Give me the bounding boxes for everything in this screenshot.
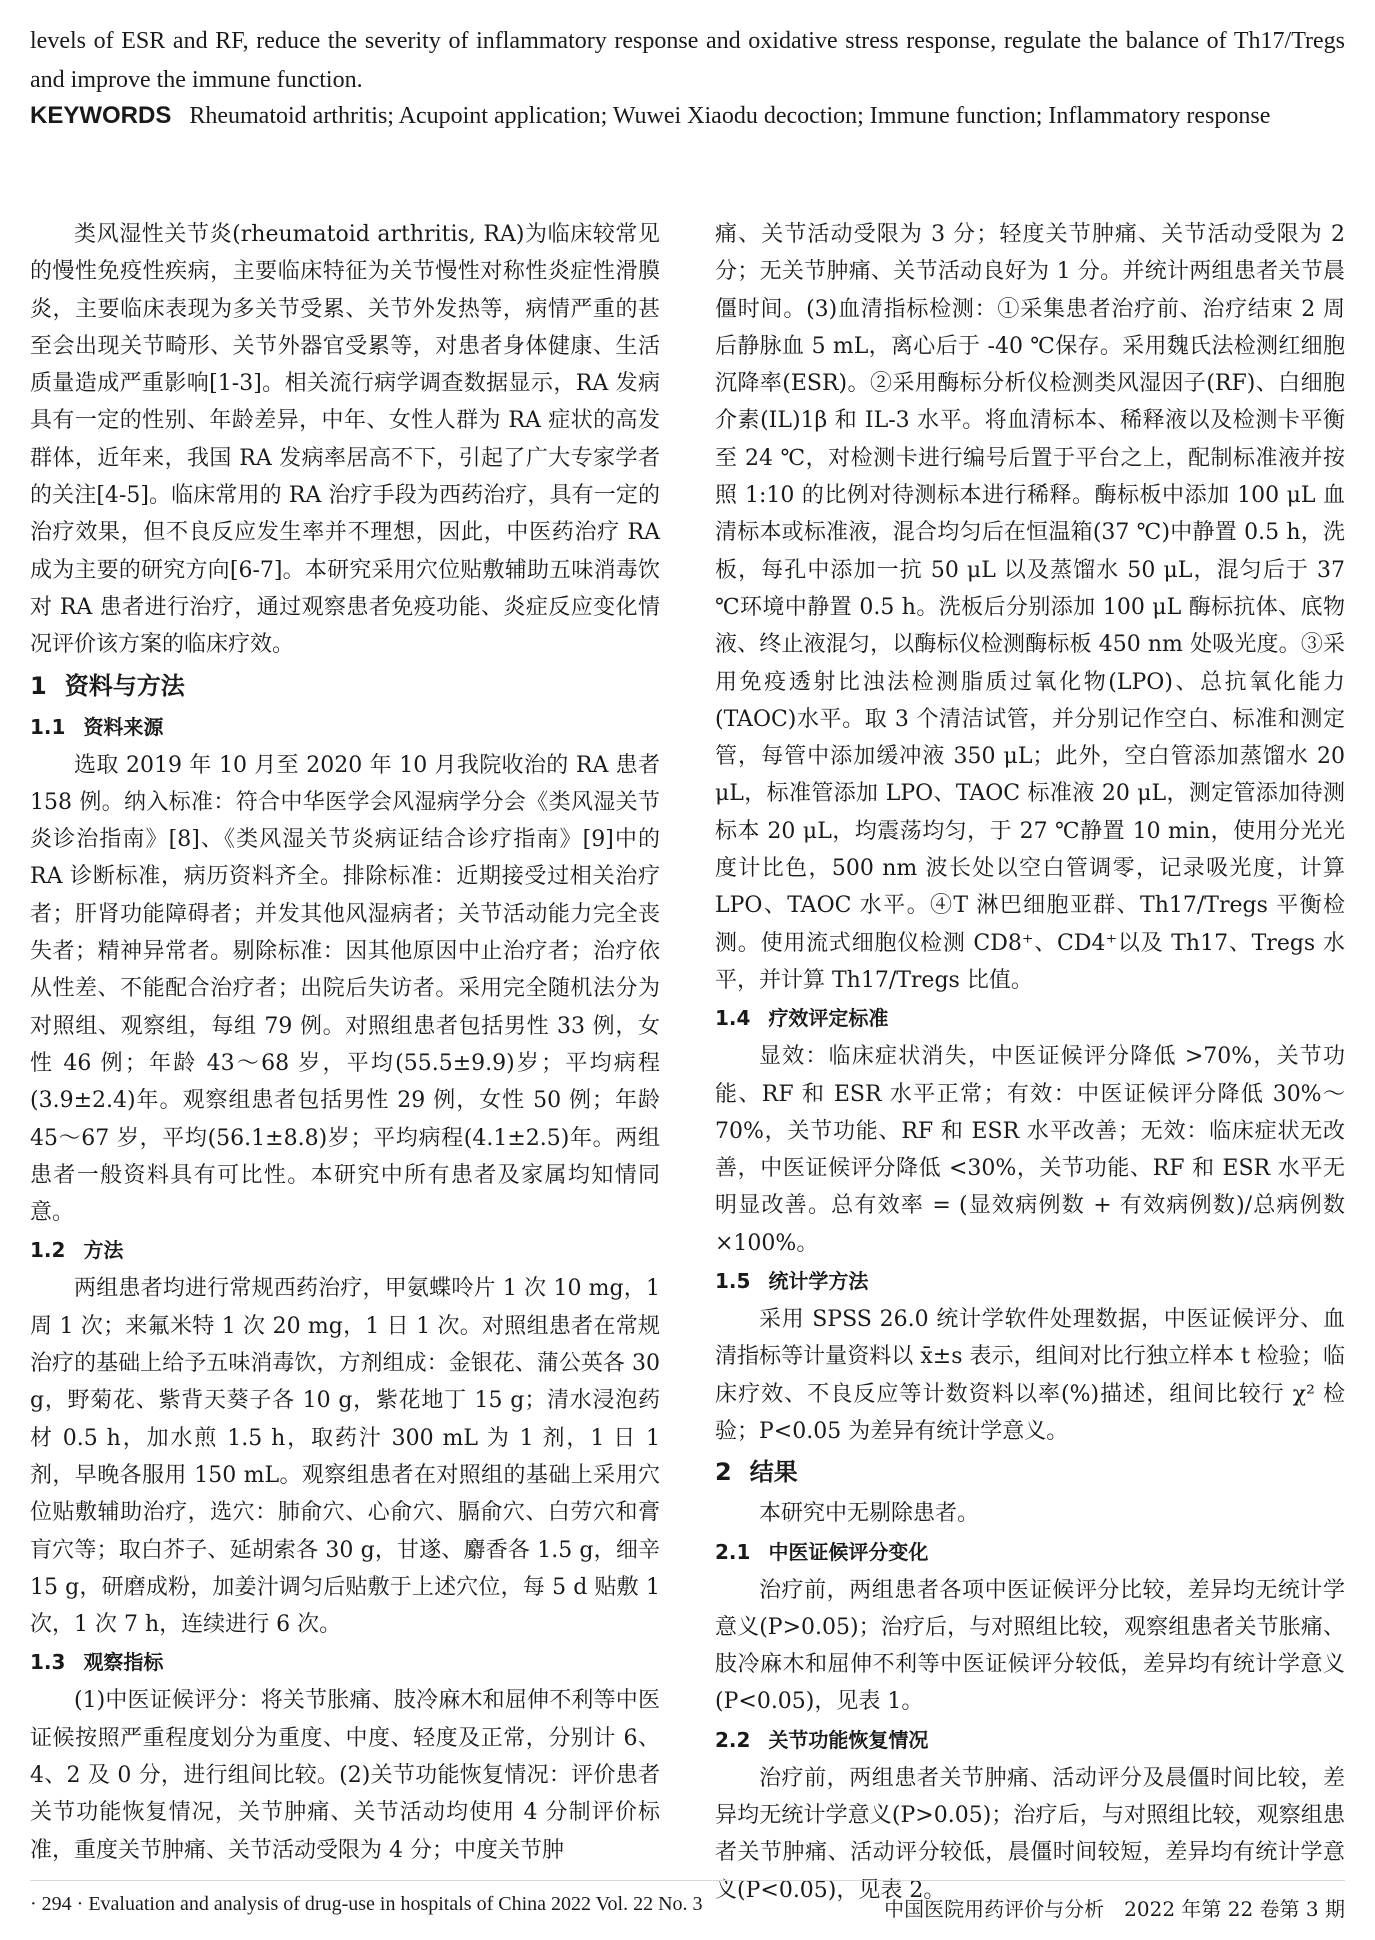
paragraph-1-2: 两组患者均进行常规西药治疗，甲氨蝶呤片 1 次 10 mg，1 周 1 次；来氟米特 1 次 20 mg，1 日 1 次。对照组患者在常规治疗的基础上给予五味消毒饮，方剂组成：金银花、蒲公英各 30 g，野菊花、紫背天葵子各 10 g，紫花地丁 15 g；清水浸泡药材 0.5 h，加水煎 1.5 h，取药汁 300 mL 为 1 剂，1 日 1 剂，早晚各服用 150 mL。观察组患者在对照组的基础上采用穴位贴敷辅助治疗，选穴：肺俞穴、心俞穴、膈俞穴、白劳穴和膏肓穴等；取白芥子、延胡索各 30 g，甘遂、麝香各 1.5 g，细辛 15 g，研磨成粉，加姜汁调匀后贴敷于上述穴位，每 5 d 贴敷 1 次，1 次 7 h，连续进行 6 次。 [30,1276,660,1638]
subsection-number: 1.2 [30,1238,66,1263]
subsection-heading-1-1 [30,709,660,746]
paragraph-1-3: (1)中医证候评分：将关节胀痛、肢冷麻木和屈伸不利等中医证候按照严重程度划分为重度、中度、轻度及正常，分别计 6、4、2 及 0 分，进行组间比较。(2)关节功能恢复情况：评价患者关节功能恢复情况，关节肿痛、关节活动均使用 4 分制评价标准，重度关节肿痛、关节活动受限为 4 分；中度关节肿 [30,1688,660,1863]
keywords-text: Rheumatoid arthritis; Acupoint application; Wuwei Xiaodu decoction; Immune function; Inflammatory response [189,103,1271,129]
subsection-title: 疗效评定标准 [768,1006,889,1031]
subsection-title: 统计学方法 [768,1269,869,1294]
paragraph-2-1: 治疗前，两组患者各项中医证候评分比较，差异均无统计学意义(P>0.05)；治疗后，与对照组比较，观察组患者关节胀痛、肢冷麻木和屈伸不利等中医证候评分较低，差异均有统计学意义(P<0.05)，见表 1。 [715,1577,1345,1715]
subsection-number: 2.2 [715,1727,751,1752]
intro-paragraph: 类风湿性关节炎(rheumatoid arthritis, RA)为临床较常见的慢性免疫性疾病，主要临床特征为关节慢性对称性炎症性滑膜炎，主要临床表现为多关节受累、关节外发热等，病情严重的甚至会出现关节畸形、关节外器官受累等，对患者身体健康、生活质量造成严重影响[1-3]。相关流行病学调查数据显示，RA 发病具有一定的性别、年龄差异，中年、女性人群为 RA 症状的高发群体，近年来，我国 RA 发病率居高不下，引起了广大专家学者的关注[4-5]。临床常用的 RA 治疗手段为西药治疗，具有一定的治疗效果，但不良反应发生率并不理想，因此，中医药治疗 RA 成为主要的研究方向[6-7]。本研究采用穴位贴敷辅助五味消毒饮对 RA 患者进行治疗，通过观察患者免疫功能、炎症反应变化情况评价该方案的临床疗效。 [30,222,660,658]
section-heading-2 [715,1452,1345,1493]
subsection-heading-2-2 [715,1722,1345,1759]
paragraph-1-5: 采用 SPSS 26.0 统计学软件处理数据，中医证候评分、血清指标等计量资料以 x̄±s 表示，组间对比行独立样本 t 检验；临床疗效、不良反应等计数资料以率(%)描述，组间比较行 χ² 检验；P<0.05 为差异有统计学意义。 [715,1307,1345,1444]
subsection-title: 关节功能恢复情况 [768,1727,929,1752]
right-column [715,216,1345,1909]
abstract-tail: levels of ESR and RF, reduce the severity of inflammatory response and oxidative stress response, regulate the balance of Th17/Tregs and improve the immune function. [30,28,1345,93]
keywords-label: KEYWORDS [30,102,172,129]
subsection-number: 1.4 [715,1006,751,1031]
footer-journal-cn: 中国医院用药评价与分析 2022 年第 22 卷第 3 期 [884,1897,1345,1921]
subsection-title: 观察指标 [83,1650,164,1675]
paragraph-2-2: 治疗前，两组患者关节肿痛、活动评分及晨僵时间比较，差异均无统计学意义(P>0.05)；治疗后，与对照组比较，观察组患者关节肿痛、活动评分较低，晨僵时间较短，差异均有统计学意义(P<0.05)，见表 2。 [715,1765,1345,1903]
left-column [30,216,660,1869]
paragraph-2: 本研究中无剔除患者。 [759,1501,980,1527]
subsection-number: 1.5 [715,1269,751,1294]
paragraph-1-4: 显效：临床症状消失，中医证候评分降低 >70%，关节功能、RF 和 ESR 水平正常；有效：中医证候评分降低 30%～70%，关节功能、RF 和 ESR 水平改善；无效：临床症状无改善，中医证候评分降低 <30%，关节功能、RF 和 ESR 水平无明显改善。总有效率 = (显效病例数 + 有效病例数)/总病例数 ×100%。 [715,1044,1345,1256]
subsection-title: 资料来源 [83,714,164,739]
section-title: 结果 [749,1458,798,1487]
subsection-heading-1-4 [715,1000,1345,1037]
subsection-number: 2.1 [715,1539,751,1564]
subsection-number: 1.3 [30,1650,66,1675]
paragraph-1-3-continued: 痛、关节活动受限为 3 分；轻度关节肿痛、关节活动受限为 2 分；无关节肿痛、关节活动良好为 1 分。并统计两组患者关节晨僵时间。(3)血清指标检测：①采集患者治疗前、治疗结束 2 周后静脉血 5 mL，离心后于 -40 ℃保存。采用魏氏法检测红细胞沉降率(ESR)。②采用酶标分析仪检测类风湿因子(RF)、白细胞介素(IL)1β 和 IL-3 水平。将血清标本、稀释液以及检测卡平衡至 24 ℃，对检测卡进行编号后置于平台之上，配制标准液并按照 1:10 的比例对待测标本进行稀释。酶标板中添加 100 μL 血清标本或标准液，混合均匀后在恒温箱(37 ℃)中静置 0.5 h，洗板，每孔中添加一抗 50 μL 以及蒸馏水 50 μL，混匀后于 37 ℃环境中静置 0.5 h。洗板后分别添加 100 μL 酶标抗体、底物液、终止液混匀，以酶标仪检测酶标板 450 nm 处吸光度。③采用免疫透射比浊法检测脂质过氧化物(LPO)、总抗氧化能力(TAOC)水平。取 3 个清洁试管，并分别记作空白、标准和测定管，每管中添加缓冲液 350 μL；此外，空白管添加蒸馏水 20 μL，标准管添加 LPO、TAOC 标准液 20 μL，测定管添加待测标本 20 μL，均震荡均匀，于 27 ℃静置 10 min，使用分光光度计比色，500 nm 波长处以空白管调零，记录吸光度，计算 LPO、TAOC 水平。④T 淋巴细胞亚群、Th17/Tregs 平衡检测。使用流式细胞仪检测 CD8⁺、CD4⁺以及 Th17、Tregs 水平，并计算 Th17/Tregs 比值。 [715,222,1345,993]
subsection-heading-2-1 [715,1534,1345,1571]
section-heading-1 [30,666,660,707]
keywords [30,96,1345,136]
section-number: 1 [30,671,47,700]
subsection-title: 中医证候评分变化 [768,1539,929,1564]
subsection-heading-1-3 [30,1644,660,1681]
subsection-number: 1.1 [30,714,66,739]
section-number: 2 [715,1458,732,1487]
footer-divider [30,1880,1345,1881]
subsection-heading-1-2 [30,1232,660,1269]
subsection-title: 方法 [83,1238,124,1263]
paragraph-1-1: 选取 2019 年 10 月至 2020 年 10 月我院收治的 RA 患者 158 例。纳入标准：符合中华医学会风湿病学分会《类风湿关节炎诊治指南》[8]、《类风湿关节炎病证结合诊疗指南》[9]中的 RA 诊断标准，病历资料齐全。排除标准：近期接受过相关治疗者；肝肾功能障碍者；并发其他风湿病者；关节活动能力完全丧失者；精神异常者。剔除标准：因其他原因中止治疗者；治疗依从性差、不能配合治疗者；出院后失访者。采用完全随机法分为对照组、观察组，每组 79 例。对照组患者包括男性 33 例，女性 46 例；年龄 43～68 岁，平均(55.5±9.9)岁；平均病程(3.9±2.4)年。观察组患者包括男性 29 例，女性 50 例；年龄 45～67 岁，平均(56.1±8.8)岁；平均病程(4.1±2.5)年。两组患者一般资料具有可比性。本研究中所有患者及家属均知情同意。 [30,752,660,1226]
subsection-heading-1-5 [715,1263,1345,1300]
footer-journal-en: · 294 · Evaluation and analysis of drug-use in hospitals of China 2022 Vol. 22 No. 3 [30,1893,703,1915]
section-title: 资料与方法 [64,671,185,700]
